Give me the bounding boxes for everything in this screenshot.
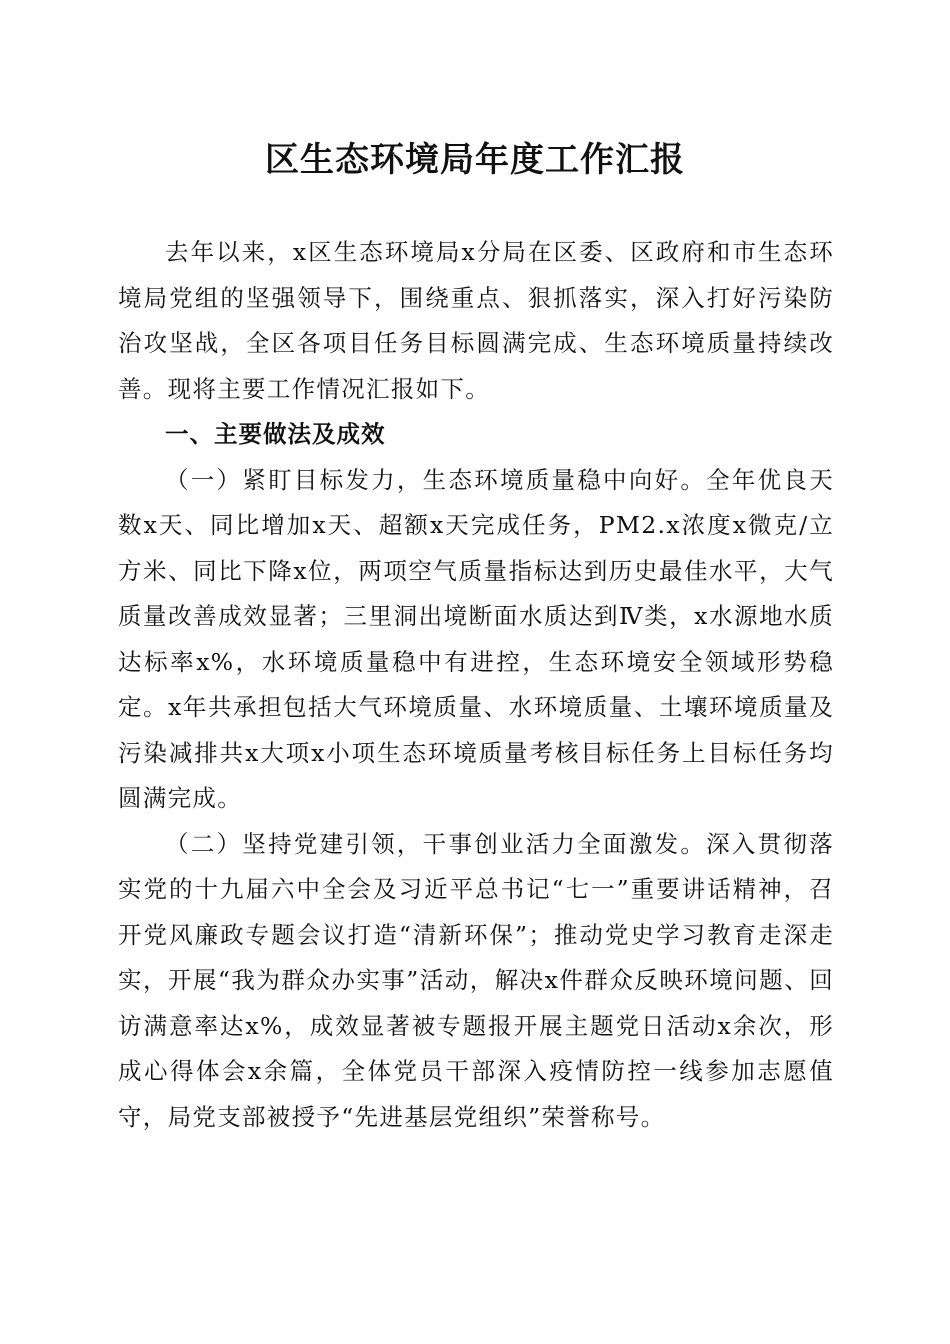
section-heading-1: 一、主要做法及成效 xyxy=(165,420,386,448)
item-2-body: 深入贯彻落实党的十九届六中全会及习近平总书记“七一”重要讲话精神，召开党风廉政专题会议打造“清新环保”；推动党史学习教育走深走实，开展“我为群众办实事”活动，解决x件群众反映环境问题、回访满意率达x%，成效显著被专题报开展主题党日活动x余次，形成心得体会x余篇，全体党员干部深入疫情防控一线参加志愿值守，局党支部被授予“先进基层党组织”荣誉称号。 xyxy=(118,829,834,1131)
item-1-body: 全年优良天数x天、同比增加x天、超额x天完成任务，PM2.x浓度x微克/立方米、同比下降x位，两项空气质量指标达到历史最佳水平，大气质量改善成效显著；三里洞出境断面水质达到Ⅳ类，x水源地水质达标率x%，水环境质量稳中有进控，生态环境安全领域形势稳定。x年共承担包括大气环境质量、水环境质量、土壤环境质量及污染减排共x大项x小项生态环境质量考核目标任务上目标任务均圆满完成。 xyxy=(118,465,834,812)
item-2-paragraph xyxy=(118,822,834,1141)
document-body xyxy=(118,230,834,1140)
item-1-paragraph xyxy=(118,458,834,822)
item-1-lead: （一）紧盯目标发力，生态环境质量稳中向好。 xyxy=(165,465,707,494)
item-2-lead: （二）坚持党建引领，干事创业活力全面激发。 xyxy=(165,829,707,858)
intro-paragraph: 去年以来，x区生态环境局x分局在区委、区政府和市生态环境局党组的坚强领导下，围绕重点、狠抓落实，深入打好污染防治攻坚战，全区各项目任务目标圆满完成、生态环境质量持续改善。现将主要工作情况汇报如下。 xyxy=(118,238,834,403)
document-title: 区生态环境局年度工作汇报 xyxy=(265,140,685,180)
